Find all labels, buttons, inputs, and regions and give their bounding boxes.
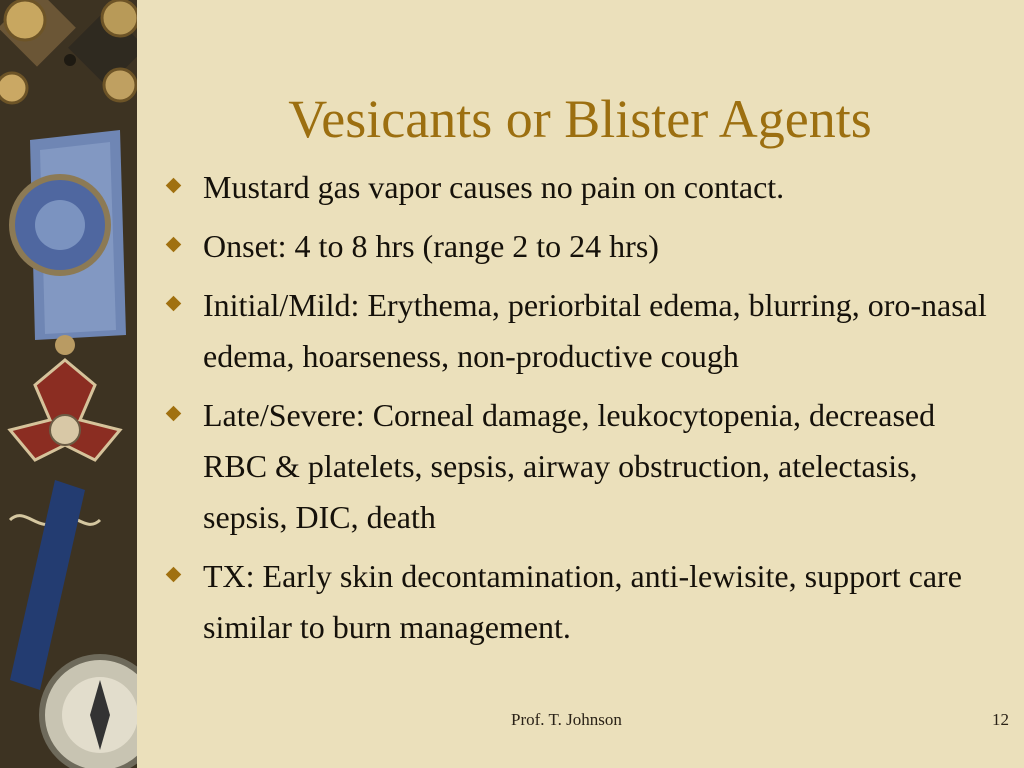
diamond-bullet-icon xyxy=(166,178,182,194)
diamond-bullet-icon xyxy=(166,296,182,312)
list-item xyxy=(165,390,995,543)
bullet-list xyxy=(165,162,995,661)
list-item xyxy=(165,280,995,382)
footer-author: Prof. T. Johnson xyxy=(511,710,622,729)
diamond-bullet-icon xyxy=(166,567,182,583)
bullet-text: Initial/Mild: Erythema, periorbital edema, blurring, oro-nasal edema, hoarseness, non-productive cough xyxy=(203,287,987,374)
list-item xyxy=(165,221,995,272)
diamond-bullet-icon xyxy=(166,406,182,422)
bullet-text: Mustard gas vapor causes no pain on contact. xyxy=(203,169,785,205)
list-item xyxy=(165,162,995,213)
bullet-text: TX: Early skin decontamination, anti-lewisite, support care similar to burn management. xyxy=(203,558,962,645)
medals-illustration xyxy=(0,0,137,768)
slide-title: Vesicants or Blister Agents xyxy=(288,89,872,149)
decorative-medals-image xyxy=(0,0,137,768)
page-number: 12 xyxy=(992,710,1009,729)
bullet-text: Onset: 4 to 8 hrs (range 2 to 24 hrs) xyxy=(203,228,659,264)
bullet-text: Late/Severe: Corneal damage, leukocytopenia, decreased RBC & platelets, sepsis, airway obstruction, atelectasis, sepsis, DIC, death xyxy=(203,397,936,535)
diamond-bullet-icon xyxy=(166,237,182,253)
list-item xyxy=(165,551,995,653)
